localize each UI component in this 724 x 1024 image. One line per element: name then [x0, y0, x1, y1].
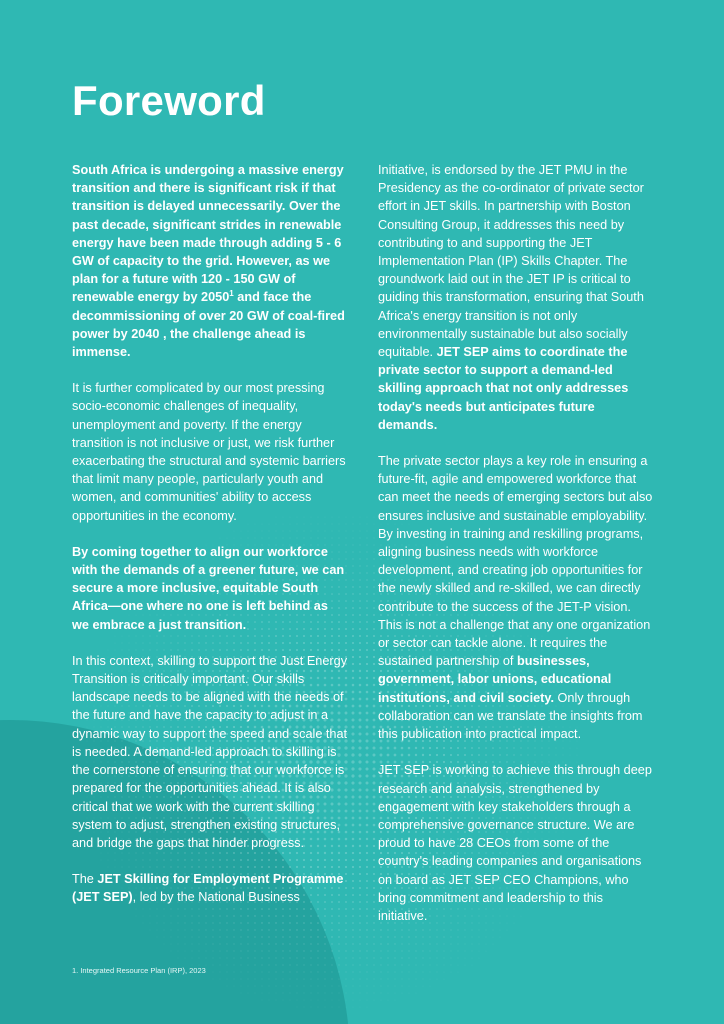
paragraph-private-sector-end: Only through collaboration can we translate the insights from this publication into practical impact. [378, 690, 643, 742]
right-column [378, 161, 654, 943]
paragraph-endorsement-bold: JET SEP aims to coordinate the private sector to support a demand-led skilling approach that not only addresses today's needs but anticipates future demands. [378, 345, 629, 432]
paragraph-jet-sep-start: The [72, 872, 98, 887]
paragraph-jet-sep-end: , led by the National Business [132, 890, 300, 905]
paragraph-intro [72, 161, 348, 361]
paragraph-research: JET SEP is working to achieve this through deep research and analysis, strengthened by engagement with key stakeholders through a comprehensive governance structure. We are proud to have 28 CEOs from some of the country's leading companies and organisations on board as JET SEP CEO Champions, who bring commitment and leadership to this initiative. [378, 763, 652, 923]
paragraph-private-sector-bold: businesses, government, labor unions, educational institutions, and civil society. [378, 654, 612, 705]
paragraph-intro-text: South Africa is undergoing a massive energy transition and there is significant risk if that transition is delayed unnecessarily. Over the past decade, significant strides in renewable energy have been made through adding 5 - 6 GW of capacity to the grid. However, as we plan for a future with 120 - 150 GW of renewable energy by 2050 [72, 163, 344, 305]
paragraph-skilling-context: In this context, skilling to support the Just Energy Transition is critically important. Our skills landscape needs to be aligned with the needs of the future and have the capacity to adjust in a dynamic way to support the speed and scale that is needed. A demand-led approach to skilling is the cornerstone of ensuring that our workforce is prepared for the opportunities ahead. It is also critical that we work with the current skilling system to adjust, strengthen existing structures, and bridge the gaps that hinder progress. [72, 653, 348, 850]
paragraph-challenges: It is further complicated by our most pressing socio-economic challenges of inequality, unemployment and poverty. If the energy transition is not inclusive or just, we risk further exacerbating the structural and systemic barriers that limit many people, particularly youth and women, and communities' ability to access opportunities in the economy. [72, 381, 346, 523]
paragraph-align-workforce: By coming together to align our workforce with the demands of a greener future, we can secure a more inclusive, equitable South Africa—one where no one is left behind as we embrace a just transition. [72, 544, 345, 632]
paragraph-endorsement [378, 161, 654, 434]
footnote-marker: 1 [229, 289, 234, 299]
paragraph-private-sector [378, 452, 654, 743]
footnote: 1. Integrated Resource Plan (IRP), 2023 [72, 966, 206, 975]
left-column [72, 161, 348, 925]
page-title: Foreword [72, 77, 266, 124]
paragraph-private-sector-text: The private sector plays a key role in ensuring a future-fit, agile and empowered workforce that can meet the needs of emerging sectors but also ensures inclusive and sustainable employability. By investing in training and reskilling programs, aligning business needs with workforce development, and creating job opportunities for the newly skilled and re-skilled, we can directly contribute to the success of the JET-P vision. This is not a challenge that any one organization or sector can tackle alone. It requires the sustained partnership of [378, 454, 653, 669]
paragraph-jet-sep-bold: JET Skilling for Employment Programme (JET SEP) [72, 872, 344, 905]
paragraph-intro-end: and face the decommissioning of over 20 GW of coal-fired power by 2040 , the challenge ahead is immense. [72, 290, 345, 360]
paragraph-jet-sep-intro [72, 870, 348, 906]
paragraph-endorsement-text: Initiative, is endorsed by the JET PMU in the Presidency as the co-ordinator of private sector effort in JET skills. In partnership with Boston Consulting Group, it addresses this need by contributing to and supporting the JET Implementation Plan (IP) Skills Chapter. The groundwork laid out in the JET IP is critical to guiding this transformation, ensuring that South Africa's energy transition is not only environmentally sustainable but also socially equitable. [378, 163, 644, 360]
